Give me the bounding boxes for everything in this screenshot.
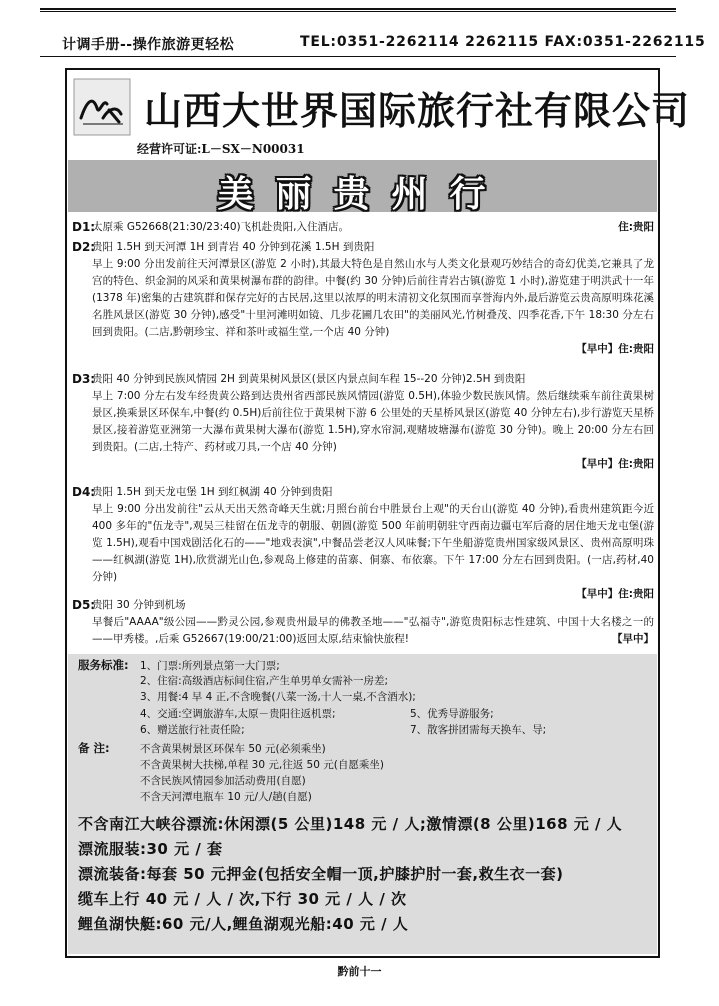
header-slogan: 计调手册--操作旅游更轻松 — [62, 37, 235, 53]
day-detail: 早上 7:00 分左右发车经贵黄公路到达贵州省西部民族风情园(游览 0.5H),体验少数民族风情。然后继续乘车前往黄果树景区,换乘景区环保车,中餐(约 0.5H)后前往位于黄果树下游 6 公里处的天星桥风景区(游览 40 分钟左右),步行游览天星桥景区,接着游览亚洲第一大瀑布黄果树大瀑布(游览 1.5H),穿水帘洞,观赌坡塘瀑布(游览 30 分钟)。晚上 20:00 分左右回到贵阳。(二店,土特产、药材或刀具,一个店 40 分钟) — [92, 390, 654, 453]
day-route: 贵阳 30 分钟到机场 — [92, 599, 186, 611]
header-rule-top — [40, 8, 676, 10]
day-accommodation: 住:贵阳 — [618, 343, 654, 355]
note-item: 不含民族风情园参加活动费用(自愿) — [140, 775, 306, 787]
itinerary-day-5 — [72, 597, 654, 648]
service-item: 5、优秀导游服务; — [410, 708, 494, 720]
header-rule-top-thin — [40, 11, 676, 12]
service-item: 4、交通:空调旅游车,太原－贵阳往返机票; — [140, 708, 336, 720]
license-number: 经营许可证:L－SX－N00031 — [137, 142, 305, 156]
day-number: D4: — [72, 485, 96, 499]
note-label: 备 注: — [78, 741, 110, 755]
day-meals: 【早中】 — [576, 588, 619, 600]
itinerary-day-4 — [72, 484, 654, 603]
itinerary-day-3 — [72, 371, 654, 473]
day-accommodation: 住:贵阳 — [618, 588, 654, 600]
note-item: 不含黄果树景区环保车 50 元(必须乘坐) — [140, 743, 326, 755]
day-meals-stay — [72, 456, 654, 473]
extra-charge: 缆车上行 40 元 / 人 / 次,下行 30 元 / 人 / 次 — [78, 890, 407, 908]
service-item: 3、用餐:4 早 4 正,不含晚餐(八菜一汤,十人一桌,不含酒水); — [140, 691, 416, 703]
day-accommodation: 住:贵阳 — [618, 221, 654, 233]
itinerary-day-2 — [72, 239, 654, 358]
day-header — [72, 239, 654, 256]
day-number: D3: — [72, 372, 96, 386]
day-meals: 【早中】 — [576, 458, 619, 470]
service-label: 服务标准: — [78, 658, 129, 672]
note-item: 不含黄果树大扶梯,单程 30 元,往返 50 元(自愿乘坐) — [140, 759, 384, 771]
day-accommodation: 住:贵阳 — [618, 458, 654, 470]
top-header — [40, 6, 706, 58]
day-number: D2: — [72, 240, 96, 254]
day-meals-stay — [72, 341, 654, 358]
day-number: D1: — [72, 220, 96, 234]
service-item: 7、散客拼团需每天换车、导; — [410, 724, 547, 736]
service-item: 2、住宿:高级酒店标间住宿,产生单男单女需补一房差; — [140, 675, 389, 687]
service-item: 6、赠送旅行社责任险; — [140, 724, 245, 736]
day-detail: 早上 9:00 分出发前往"云从天出天然奇峰天生就;月照台前台中胜景台上观"的天台山(游览 40 分钟),看贵州建筑距今近 400 多年的"伍龙寺",观吴三桂留在伍龙寺的朝服、朝圆(游览 500 年前明朝驻守西南边疆屯军后裔的居住地天龙屯堡(游览 1.5H),观看中国戏剧活化石的——"地戏表演",中餐品尝老汉人风味餐;下午坐船游览贵州国家级风景区、贵州高原明珠——红枫湖(游览 1H),欣赏湖光山色,参观岛上修建的苗寨、侗寨、布依寨。下午 17:00 分左右回到贵阳。(一店,药材,40 分钟) — [92, 503, 654, 583]
day-route: 贵阳 1.5H 到天河潭 1H 到青岩 40 分钟到花溪 1.5H 到贵阳 — [92, 241, 375, 253]
company-logo-icon — [73, 78, 131, 136]
itinerary-day-1 — [72, 219, 654, 236]
day-meals: 【早中】 — [612, 633, 654, 645]
day-route: 贵阳 1.5H 到天龙屯堡 1H 到红枫湖 40 分钟到贵阳 — [92, 486, 333, 498]
day-header — [72, 371, 654, 388]
extra-charge: 鲤鱼湖快艇:60 元/人,鲤鱼湖观光船:40 元 / 人 — [78, 915, 409, 933]
day-route: 贵阳 40 分钟到民族风情园 2H 到黄果树风景区(景区内景点间车程 15--20 分钟)2.5H 到贵阳 — [92, 373, 526, 385]
note-item: 不含天河潭电瓶车 10 元/人/趟(自愿) — [140, 791, 312, 803]
page-footer: 黔前十一 — [337, 965, 382, 978]
day-header — [72, 597, 654, 614]
extra-charge: 漂流装备:每套 50 元押金(包括安全帽一顶,护膝护肘一套,救生衣一套) — [78, 865, 564, 883]
header-rule-bottom — [40, 56, 676, 57]
service-item: 1、门票:所列景点第一大门票; — [140, 660, 280, 672]
day-header — [72, 484, 654, 501]
extra-charge: 漂流服装:30 元 / 套 — [78, 840, 223, 858]
title-banner — [68, 160, 657, 215]
day-meals: 【早中】 — [576, 343, 619, 355]
day-header — [72, 219, 654, 236]
day-route: 太原乘 G52668(21:30/23:40)飞机赴贵阳,入住酒店。 — [92, 221, 349, 233]
header-contact: TEL:0351-2262114 2262115 FAX:0351-2262115 — [300, 34, 706, 50]
day-number: D5: — [72, 598, 96, 612]
day-detail: 早上 9:00 分出发前往天河潭景区(游览 2 小时),其最大特色是自然山水与人类文化景观巧妙结合的奇幻优美,它兼具了龙宫的特色、织金洞的风采和黄果树瀑布群的韵律。中餐(约 30 分钟)后前往青岩古镇(游览 1 小时),游览建于明洪武十一年(1378 年)密集的古建筑群和保存完好的古民居,这里以浓厚的明末清初文化氛围而享誉海内外,最后游览云贵高原明珠花溪名胜风景区(游览 30 分钟),感受"十里河滩明如镜、几步花圃几农田"的美丽风光,竹树叠茂、四季花香,下午 18:30 分左右回到贵阳。(二店,黔朝珍宝、祥和茶叶或福生堂,一个店 40 分钟) — [92, 258, 654, 338]
extra-charge: 不含南江大峡谷漂流:休闲漂(5 公里)148 元 / 人;激情漂(8 公里)168 元 / 人 — [78, 815, 623, 833]
day-detail: 早餐后"AAAA"级公园——黔灵公园,参观贵州最早的佛教圣地——"弘福寺",游览贵阳标志性建筑、中国十大名楼之一的——甲秀楼。,后乘 G52667(19:00/21:00)返回太原,结束愉快旅程! — [92, 616, 654, 645]
company-name: 山西大世界国际旅行社有限公司 — [144, 88, 691, 133]
trip-title: 美丽贵州行 — [217, 174, 508, 215]
